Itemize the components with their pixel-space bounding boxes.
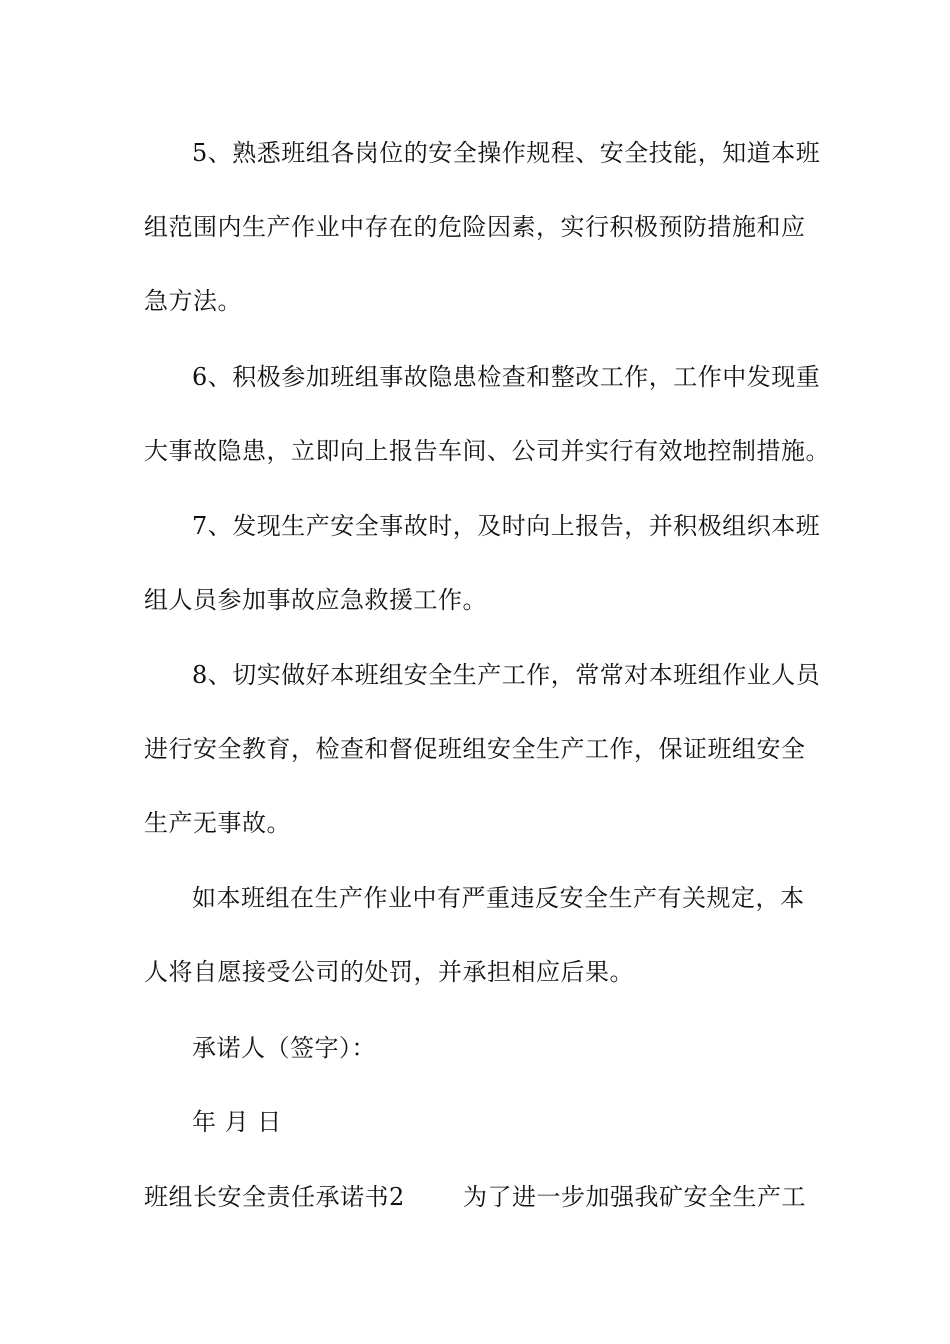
paragraph-7-line-1: 7、发现生产安全事故时，及时向上报告，并积极组织本班 xyxy=(192,512,821,540)
next-document-title: 班组长安全责任承诺书2 xyxy=(144,1183,405,1211)
paragraph-5-line-3: 急方法。 xyxy=(144,287,242,315)
paragraph-8-line-2: 进行安全教育，检查和督促班组安全生产工作，保证班组安全 xyxy=(144,735,806,763)
paragraph-8-line-3: 生产无事故。 xyxy=(144,809,291,837)
next-document-text: 为了进一步加强我矿安全生产工 xyxy=(463,1183,806,1211)
next-document-line xyxy=(144,1182,806,1212)
paragraph-8-line-1: 8、切实做好本班组安全生产工作，常常对本班组作业人员 xyxy=(192,661,821,689)
paragraph-5-line-1: 5、熟悉班组各岗位的安全操作规程、安全技能，知道本班 xyxy=(192,139,821,167)
paragraph-6-line-1: 6、积极参加班组事故隐患检查和整改工作，工作中发现重 xyxy=(192,363,821,391)
commitment-line-2: 人将自愿接受公司的处罚，并承担相应后果。 xyxy=(144,958,634,986)
commitment-line-1: 如本班组在生产作业中有严重违反安全生产有关规定，本 xyxy=(192,884,805,912)
paragraph-5-line-2: 组范围内生产作业中存在的危险因素，实行积极预防措施和应 xyxy=(144,213,806,241)
paragraph-7-line-2: 组人员参加事故应急救援工作。 xyxy=(144,586,487,614)
signature-label: 承诺人（签字）： xyxy=(192,1034,376,1062)
date-line: 年 月 日 xyxy=(192,1108,282,1136)
paragraph-6-line-2: 大事故隐患，立即向上报告车间、公司并实行有效地控制措施。 xyxy=(144,437,830,465)
